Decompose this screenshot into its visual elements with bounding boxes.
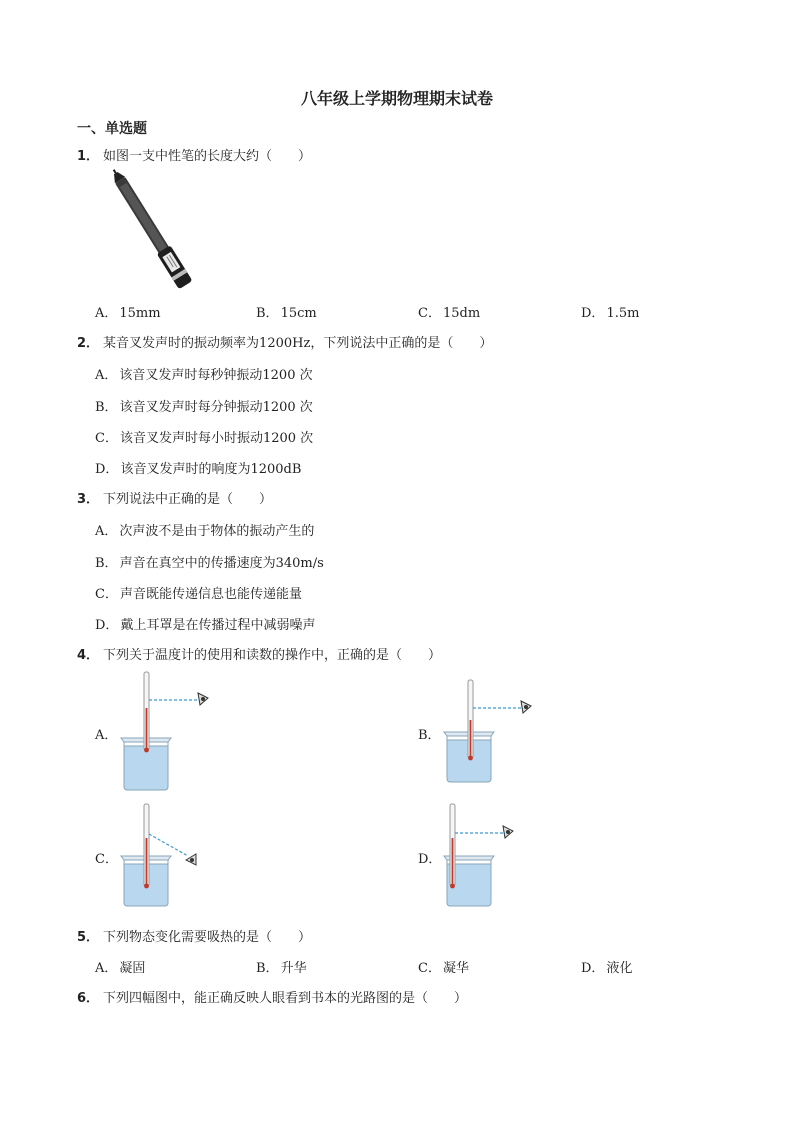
question-text: 下列说法中正确的是（ ） [103, 492, 273, 507]
q3-option-c[interactable]: C． 声音既能传递信息也能传递能量 [95, 587, 302, 602]
q3-option-a[interactable]: A． 次声波不是由于物体的振动产生的 [95, 524, 315, 539]
question-text: 下列关于温度计的使用和读数的操作中，正确的是（ ） [103, 648, 442, 663]
q2-option-b[interactable]: B． 该音叉发声时每分钟振动1200 次 [95, 400, 313, 415]
q5-option-c[interactable]: C． 凝华 [418, 961, 469, 976]
pen-image [92, 178, 212, 288]
q4-option-d[interactable]: D． [418, 852, 442, 867]
q1-option-b[interactable]: B． 15cm [256, 306, 317, 321]
q1-option-a[interactable]: A． 15mm [95, 306, 161, 321]
question-2 [77, 332, 492, 351]
question-6 [77, 987, 467, 1006]
q4-option-c[interactable]: C． [95, 852, 118, 867]
question-number: 2． [77, 336, 100, 351]
thermometer-diagram-c [118, 802, 218, 912]
q5-option-d[interactable]: D． 液化 [581, 961, 633, 976]
page-title: 八年级上学期物理期末试卷 [300, 89, 493, 108]
question-number: 4． [77, 648, 100, 663]
question-3 [77, 488, 272, 507]
thermometer-diagram-a [118, 670, 218, 795]
question-text: 下列物态变化需要吸热的是（ ） [103, 930, 312, 945]
q1-option-d[interactable]: D． 1.5m [581, 306, 640, 321]
q3-option-d[interactable]: D． 戴上耳罩是在传播过程中减弱噪声 [95, 618, 316, 633]
question-5 [77, 926, 311, 945]
thermometer-diagram-b [441, 678, 541, 788]
q4-option-b[interactable]: B． [418, 728, 441, 743]
question-text: 某音叉发声时的振动频率为1200Hz，下列说法中正确的是（ ） [103, 336, 493, 351]
q5-option-b[interactable]: B． 升华 [256, 961, 307, 976]
q1-option-c[interactable]: C． 15dm [418, 306, 481, 321]
thermometer-diagram-d [441, 802, 541, 912]
question-1 [77, 145, 311, 164]
q3-option-b[interactable]: B． 声音在真空中的传播速度为340m/s [95, 556, 324, 571]
q4-option-a[interactable]: A． [95, 728, 118, 743]
q5-option-a[interactable]: A． 凝固 [95, 961, 146, 976]
q2-option-c[interactable]: C． 该音叉发声时每小时振动1200 次 [95, 431, 314, 446]
question-number: 5． [77, 930, 100, 945]
question-4 [77, 644, 441, 663]
question-text: 下列四幅图中，能正确反映人眼看到书本的光路图的是（ ） [103, 991, 468, 1006]
section-title: 一、单选题 [77, 121, 147, 137]
q2-option-d[interactable]: D． 该音叉发声时的响度为1200dB [95, 462, 302, 477]
question-number: 6． [77, 991, 100, 1006]
question-number: 3． [77, 492, 100, 507]
question-text: 如图一支中性笔的长度大约（ ） [103, 149, 312, 164]
q2-option-a[interactable]: A． 该音叉发声时每秒钟振动1200 次 [95, 368, 313, 383]
question-number: 1． [77, 149, 100, 164]
